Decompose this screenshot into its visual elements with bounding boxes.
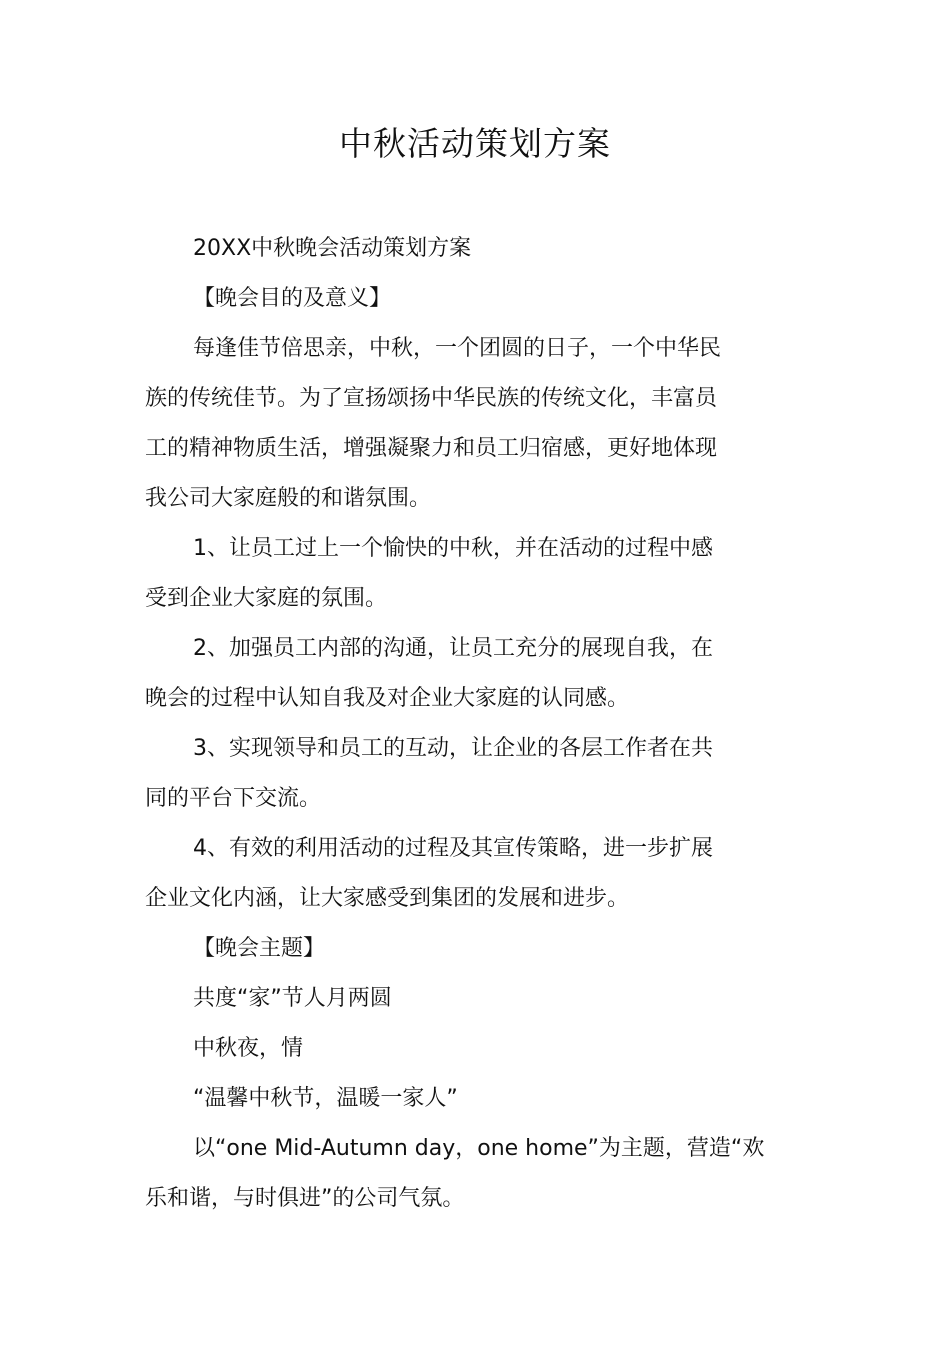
list-item-line: 企业文化内涵，让大家感受到集团的发展和进步。 [145,886,630,911]
theme-line: 共度“家”节人月两圆 [193,986,392,1011]
list-item-line: 3、实现领导和员工的互动，让企业的各层工作者在共 [193,736,713,761]
list-item-line: 2、加强员工内部的沟通，让员工充分的展现自我，在 [193,636,713,661]
paragraph-line: 我公司大家庭般的和谐氛围。 [145,486,432,511]
list-item-line: 同的平台下交流。 [145,786,322,811]
paragraph-line: 族的传统佳节。为了宣扬颂扬中华民族的传统文化，丰富员 [145,386,718,411]
document-body [145,224,795,1224]
theme-line: 中秋夜，情 [193,1036,304,1061]
paragraph-line: 20XX中秋晚会活动策划方案 [193,236,472,261]
paragraph-line: 每逢佳节倍思亲，中秋，一个团圆的日子，一个中华民 [193,336,722,361]
paragraph-line: 以“one Mid-Autumn day，one home”为主题，营造“欢 [193,1136,765,1161]
list-item-line: 晚会的过程中认知自我及对企业大家庭的认同感。 [145,686,630,711]
paragraph-line: 工的精神物质生活，增强凝聚力和员工归宿感，更好地体现 [145,436,718,461]
list-item-line: 受到企业大家庭的氛围。 [145,586,388,611]
list-item-line: 1、让员工过上一个愉快的中秋，并在活动的过程中感 [193,536,713,561]
list-item-line: 4、有效的利用活动的过程及其宣传策略，进一步扩展 [193,836,713,861]
section-heading-purpose: 【晚会目的及意义】 [193,286,392,311]
document-title: 中秋活动策划方案 [339,124,611,163]
theme-line: “温馨中秋节，温暖一家人” [193,1086,458,1111]
section-heading-theme: 【晚会主题】 [193,936,326,961]
paragraph-line: 乐和谐，与时俱进”的公司气氛。 [145,1186,465,1211]
